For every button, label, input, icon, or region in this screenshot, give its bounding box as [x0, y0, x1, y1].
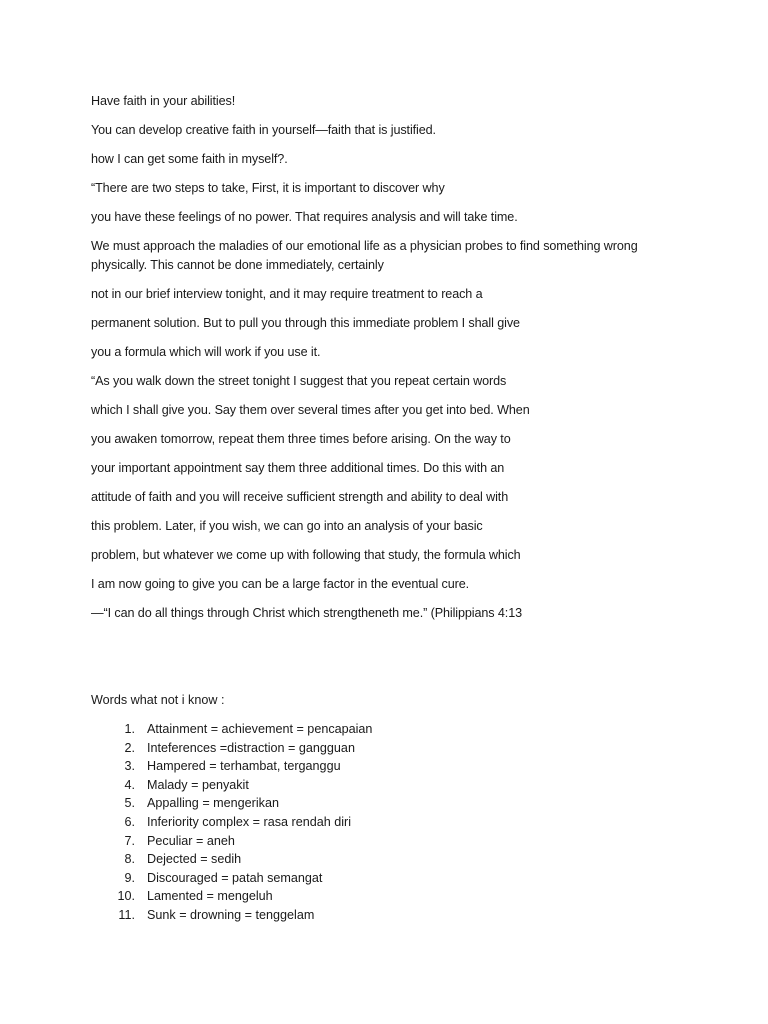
vocab-term: Lamented = mengeluh [147, 889, 273, 904]
vocab-heading: Words what not i know : [91, 693, 225, 707]
list-item [91, 757, 691, 776]
paragraph: “There are two steps to take, First, it is important to discover why [91, 181, 445, 195]
paragraph: which I shall give you. Say them over several times after you get into bed. When [91, 403, 530, 417]
vocab-term: Malady = penyakit [147, 777, 249, 792]
list-item [91, 776, 691, 795]
paragraph: this problem. Later, if you wish, we can go into an analysis of your basic [91, 519, 483, 533]
vocab-term: Attainment = achievement = pencapaian [147, 722, 373, 736]
list-item [91, 869, 691, 888]
paragraph: I am now going to give you can be a large factor in the eventual cure. [91, 577, 470, 591]
paragraph: attitude of faith and you will receive sufficient strength and ability to deal with [91, 490, 509, 504]
list-number: 3. [124, 759, 135, 774]
paragraph: you awaken tomorrow, repeat them three times before arising. On the way to [91, 432, 511, 446]
document-page [91, 92, 691, 925]
paragraph: not in our brief interview tonight, and it may require treatment to reach a [91, 287, 483, 301]
vocab-term: Inteferences =distraction = gangguan [147, 740, 355, 755]
list-item [91, 906, 691, 925]
vocab-term: Discouraged = patah semangat [147, 870, 323, 885]
paragraph: You can develop creative faith in yourself—faith that is justified. [91, 123, 436, 137]
list-number: 6. [124, 814, 135, 829]
vocab-term: Appalling = mengerikan [147, 796, 279, 811]
paragraph: problem, but whatever we come up with following that study, the formula which [91, 548, 521, 562]
paragraph: permanent solution. But to pull you through this immediate problem I shall give [91, 316, 520, 330]
list-number: 4. [124, 777, 135, 792]
paragraph: you have these feelings of no power. That requires analysis and will take time. [91, 210, 518, 224]
paragraph: —“I can do all things through Christ which strengtheneth me.” (Philippians 4:13 [91, 606, 523, 620]
list-number: 5. [124, 796, 135, 811]
paragraph: how I can get some faith in myself?. [91, 152, 288, 166]
vocab-term: Peculiar = aneh [147, 833, 235, 848]
list-item [91, 739, 691, 758]
list-number: 2. [124, 740, 135, 755]
list-number: 9. [124, 870, 135, 885]
body-text [91, 92, 691, 623]
list-number: 10. [117, 889, 135, 904]
list-item [91, 850, 691, 869]
vocab-term: Dejected = sedih [147, 852, 242, 867]
paragraph: “As you walk down the street tonight I suggest that you repeat certain words [91, 374, 507, 388]
list-item [91, 720, 691, 739]
vocab-term: Sunk = drowning = tenggelam [147, 907, 315, 922]
paragraph: you a formula which will work if you use it. [91, 345, 321, 359]
list-item [91, 887, 691, 906]
list-item [91, 832, 691, 851]
list-item [91, 813, 691, 832]
section-spacer [91, 633, 691, 691]
vocab-term: Inferiority complex = rasa rendah diri [147, 814, 352, 829]
paragraph: your important appointment say them three additional times. Do this with an [91, 461, 505, 475]
list-number: 7. [124, 833, 135, 848]
list-number: 11. [118, 907, 135, 922]
list-number: 8. [124, 852, 135, 867]
vocab-list [91, 720, 691, 925]
list-number: 1. [124, 722, 135, 736]
paragraph: We must approach the maladies of our emotional life as a physician probes to find something wrong physically. This cannot be done immediately, certainly [91, 239, 638, 272]
paragraph: Have faith in your abilities! [91, 94, 236, 108]
list-item [91, 794, 691, 813]
vocab-term: Hampered = terhambat, terganggu [147, 759, 341, 774]
